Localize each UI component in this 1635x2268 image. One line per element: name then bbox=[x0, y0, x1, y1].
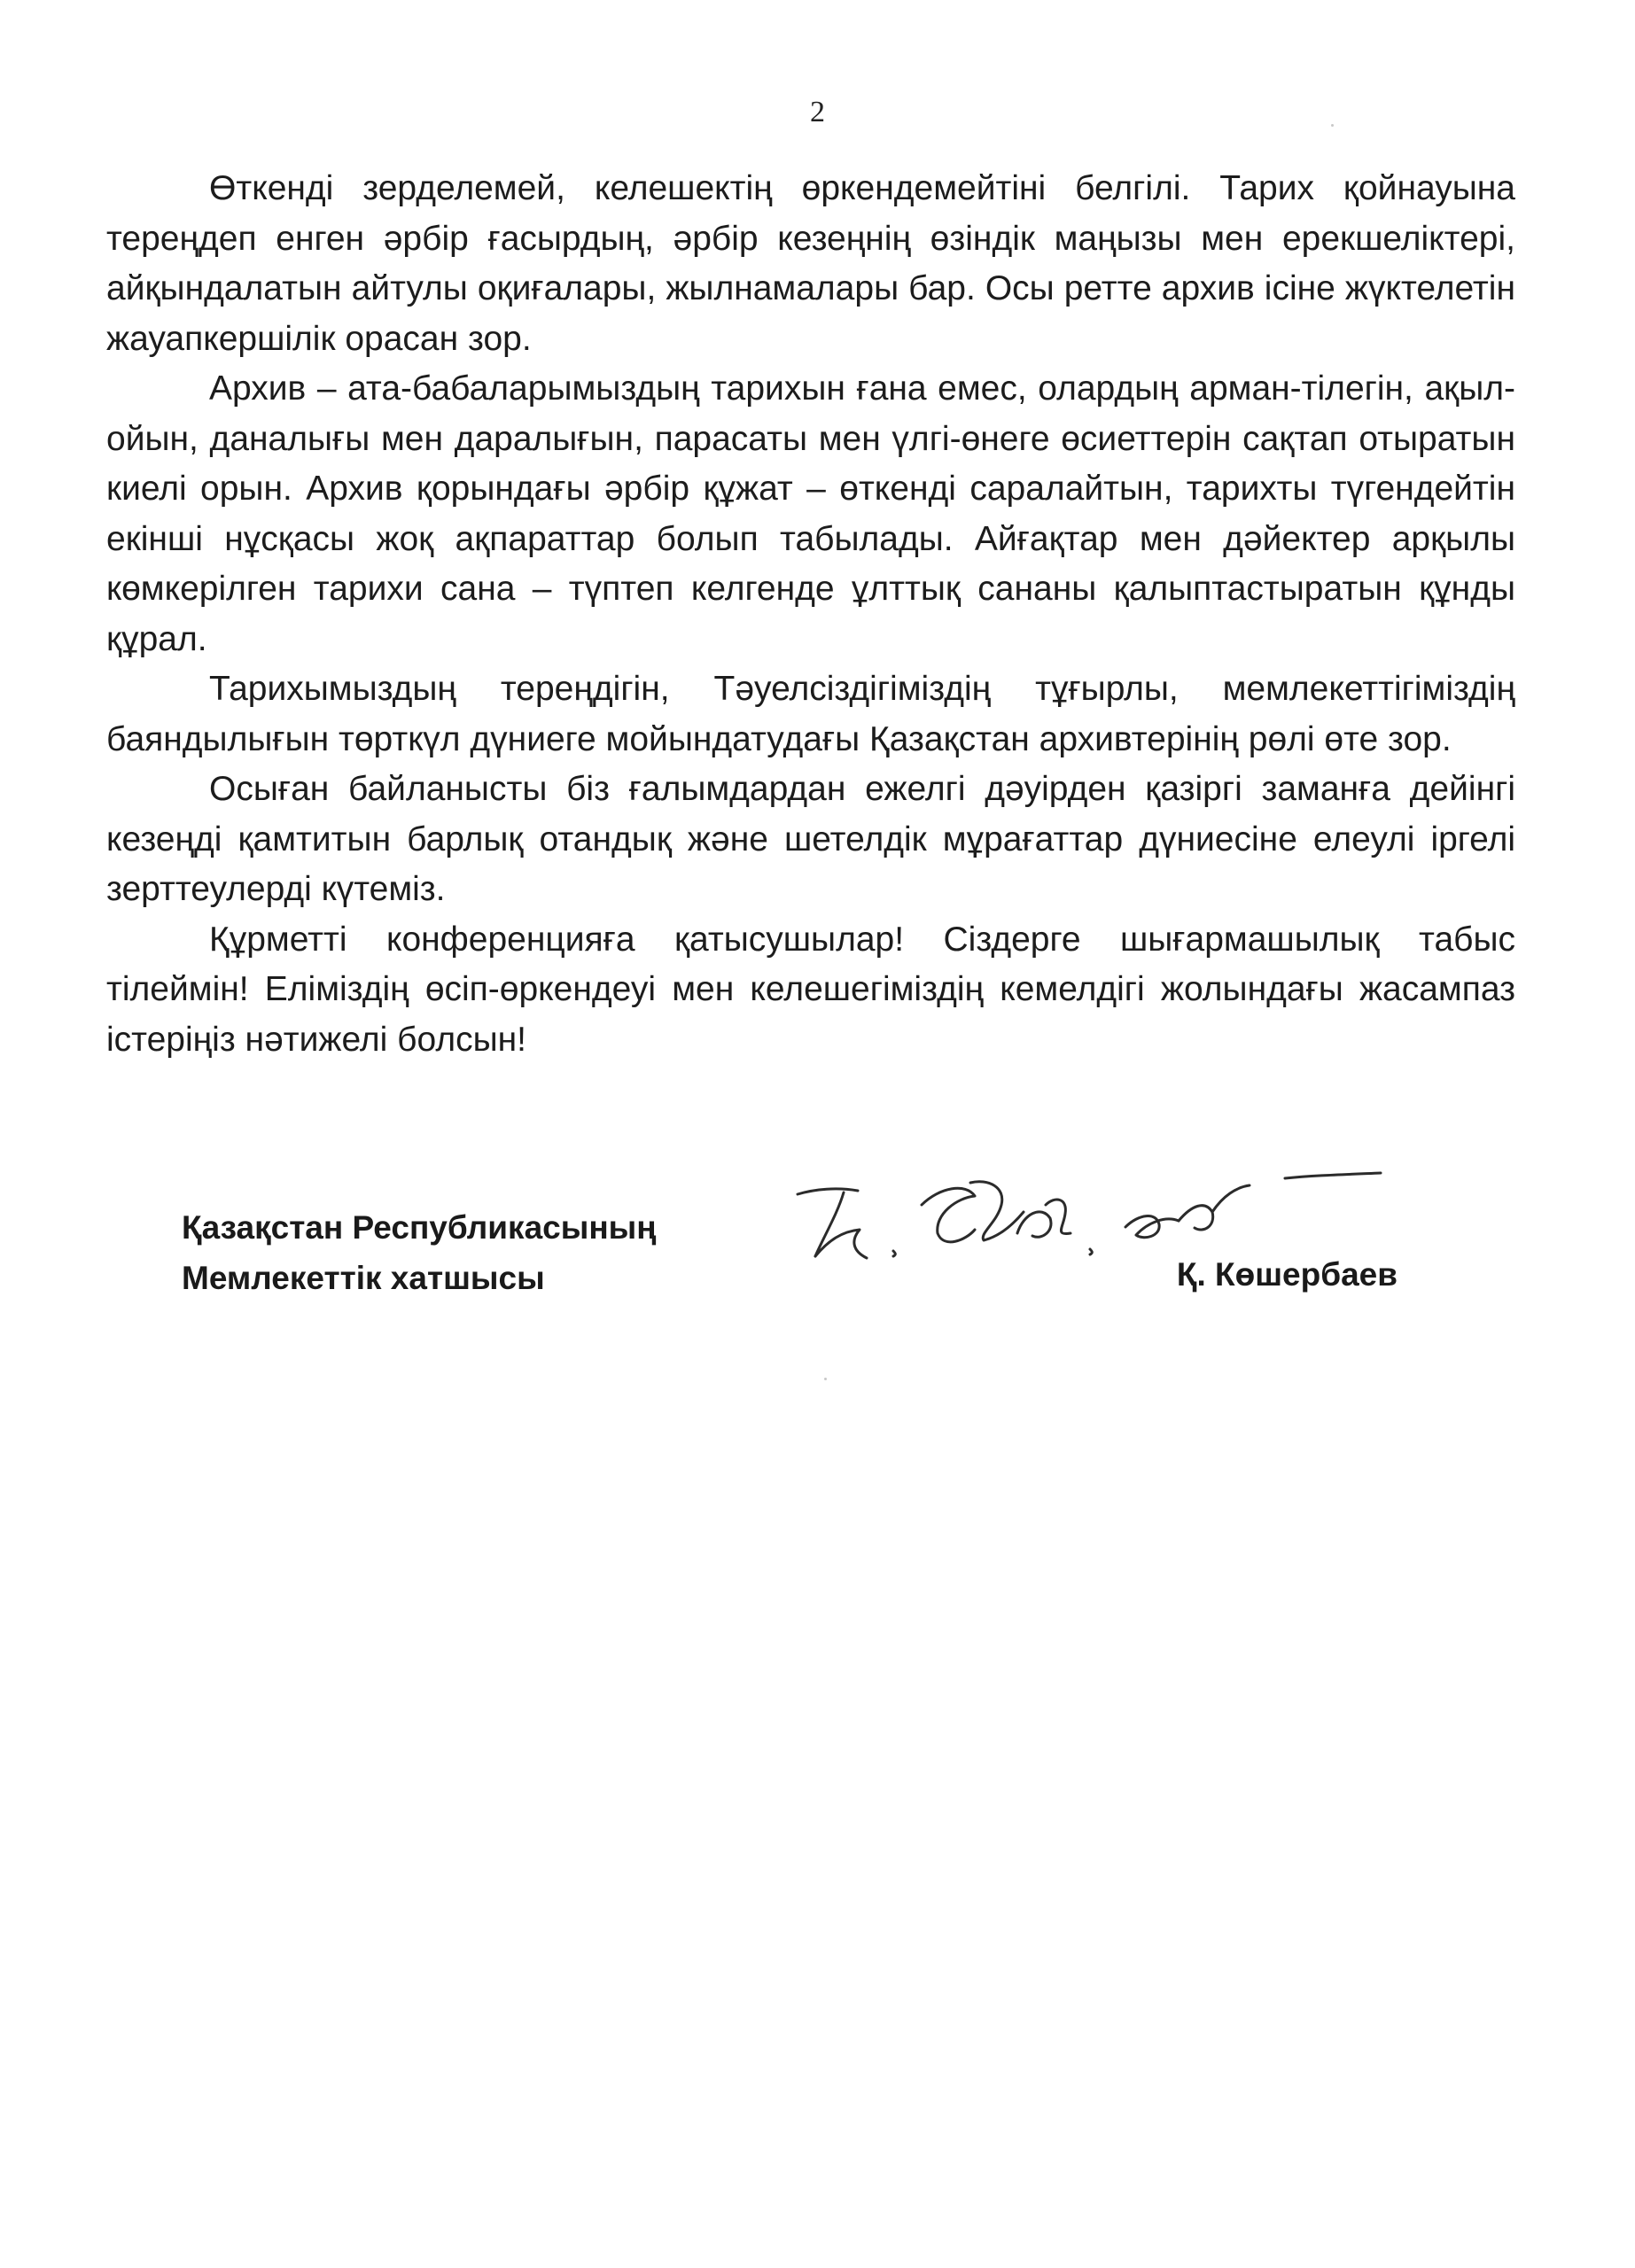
signatory-name: Қ. Көшербаев bbox=[1176, 1256, 1398, 1293]
paragraph-3: Тарихымыздың тереңдігін, Тәуелсіздігіміздің тұғырлы, мемлекеттігіміздің баяндылығын төрткүл дүниеге мойындатудағы Қазақстан архивтерінің рөлі өте зор. bbox=[106, 670, 1515, 758]
signatory-title-line-1: Қазақстан Республикасының bbox=[182, 1209, 657, 1246]
paper-speck bbox=[1331, 124, 1334, 127]
letter-body bbox=[106, 164, 1515, 1065]
signatory-title bbox=[182, 1202, 657, 1303]
paragraph-2: Архив – ата-бабаларымыздың тарихын ғана емес, олардың арман-тілегін, ақыл-ойын, даналығы мен даралығын, парасаты мен үлгі-өнеге өсиеттерін сақтап отыратын киелі орын. Архив қорындағы әрбір құжат – өткенді саралайтын, тарихты түгендейтін екінші нұсқасы жоқ ақпараттар болып табылады. Айғақтар мен дәйектер арқылы көмкерілген тарихи сана – түптеп келгенде ұлттық сананы қалыптастыратын құнды құрал. bbox=[106, 369, 1515, 658]
paper-speck bbox=[824, 1378, 827, 1380]
signatory-title-line-2: Мемлекеттік хатшысы bbox=[182, 1260, 545, 1296]
paragraph-4: Осыған байланысты біз ғалымдардан ежелгі дәуірден қазіргі заманға дейінгі кезеңді қамтитын барлық отандық және шетелдік мұрағаттар дүниесіне елеулі іргелі зерттеулерді күтеміз. bbox=[106, 770, 1515, 908]
paragraph-1: Өткенді зерделемей, келешектің өркендемейтіні белгілі. Тарих қойнауына тереңдеп енген әрбір ғасырдың, әрбір кезеңнің өзіндік маңызы мен ерекшеліктері, айқындалатын айтулы оқиғалары, жылнамалары бар. Осы ретте архив ісіне жүктелетін жауапкершілік орасан зор. bbox=[106, 169, 1515, 358]
page-number: 2 bbox=[810, 96, 825, 128]
paragraph-5: Құрметті конференцияға қатысушылар! Сіздерге шығармашылық табыс тілеймін! Еліміздің өсіп-өркендеуі мен келешегіміздің кемелдігі жолындағы жасампаз істеріңіз нәтижелі болсын! bbox=[106, 920, 1515, 1059]
